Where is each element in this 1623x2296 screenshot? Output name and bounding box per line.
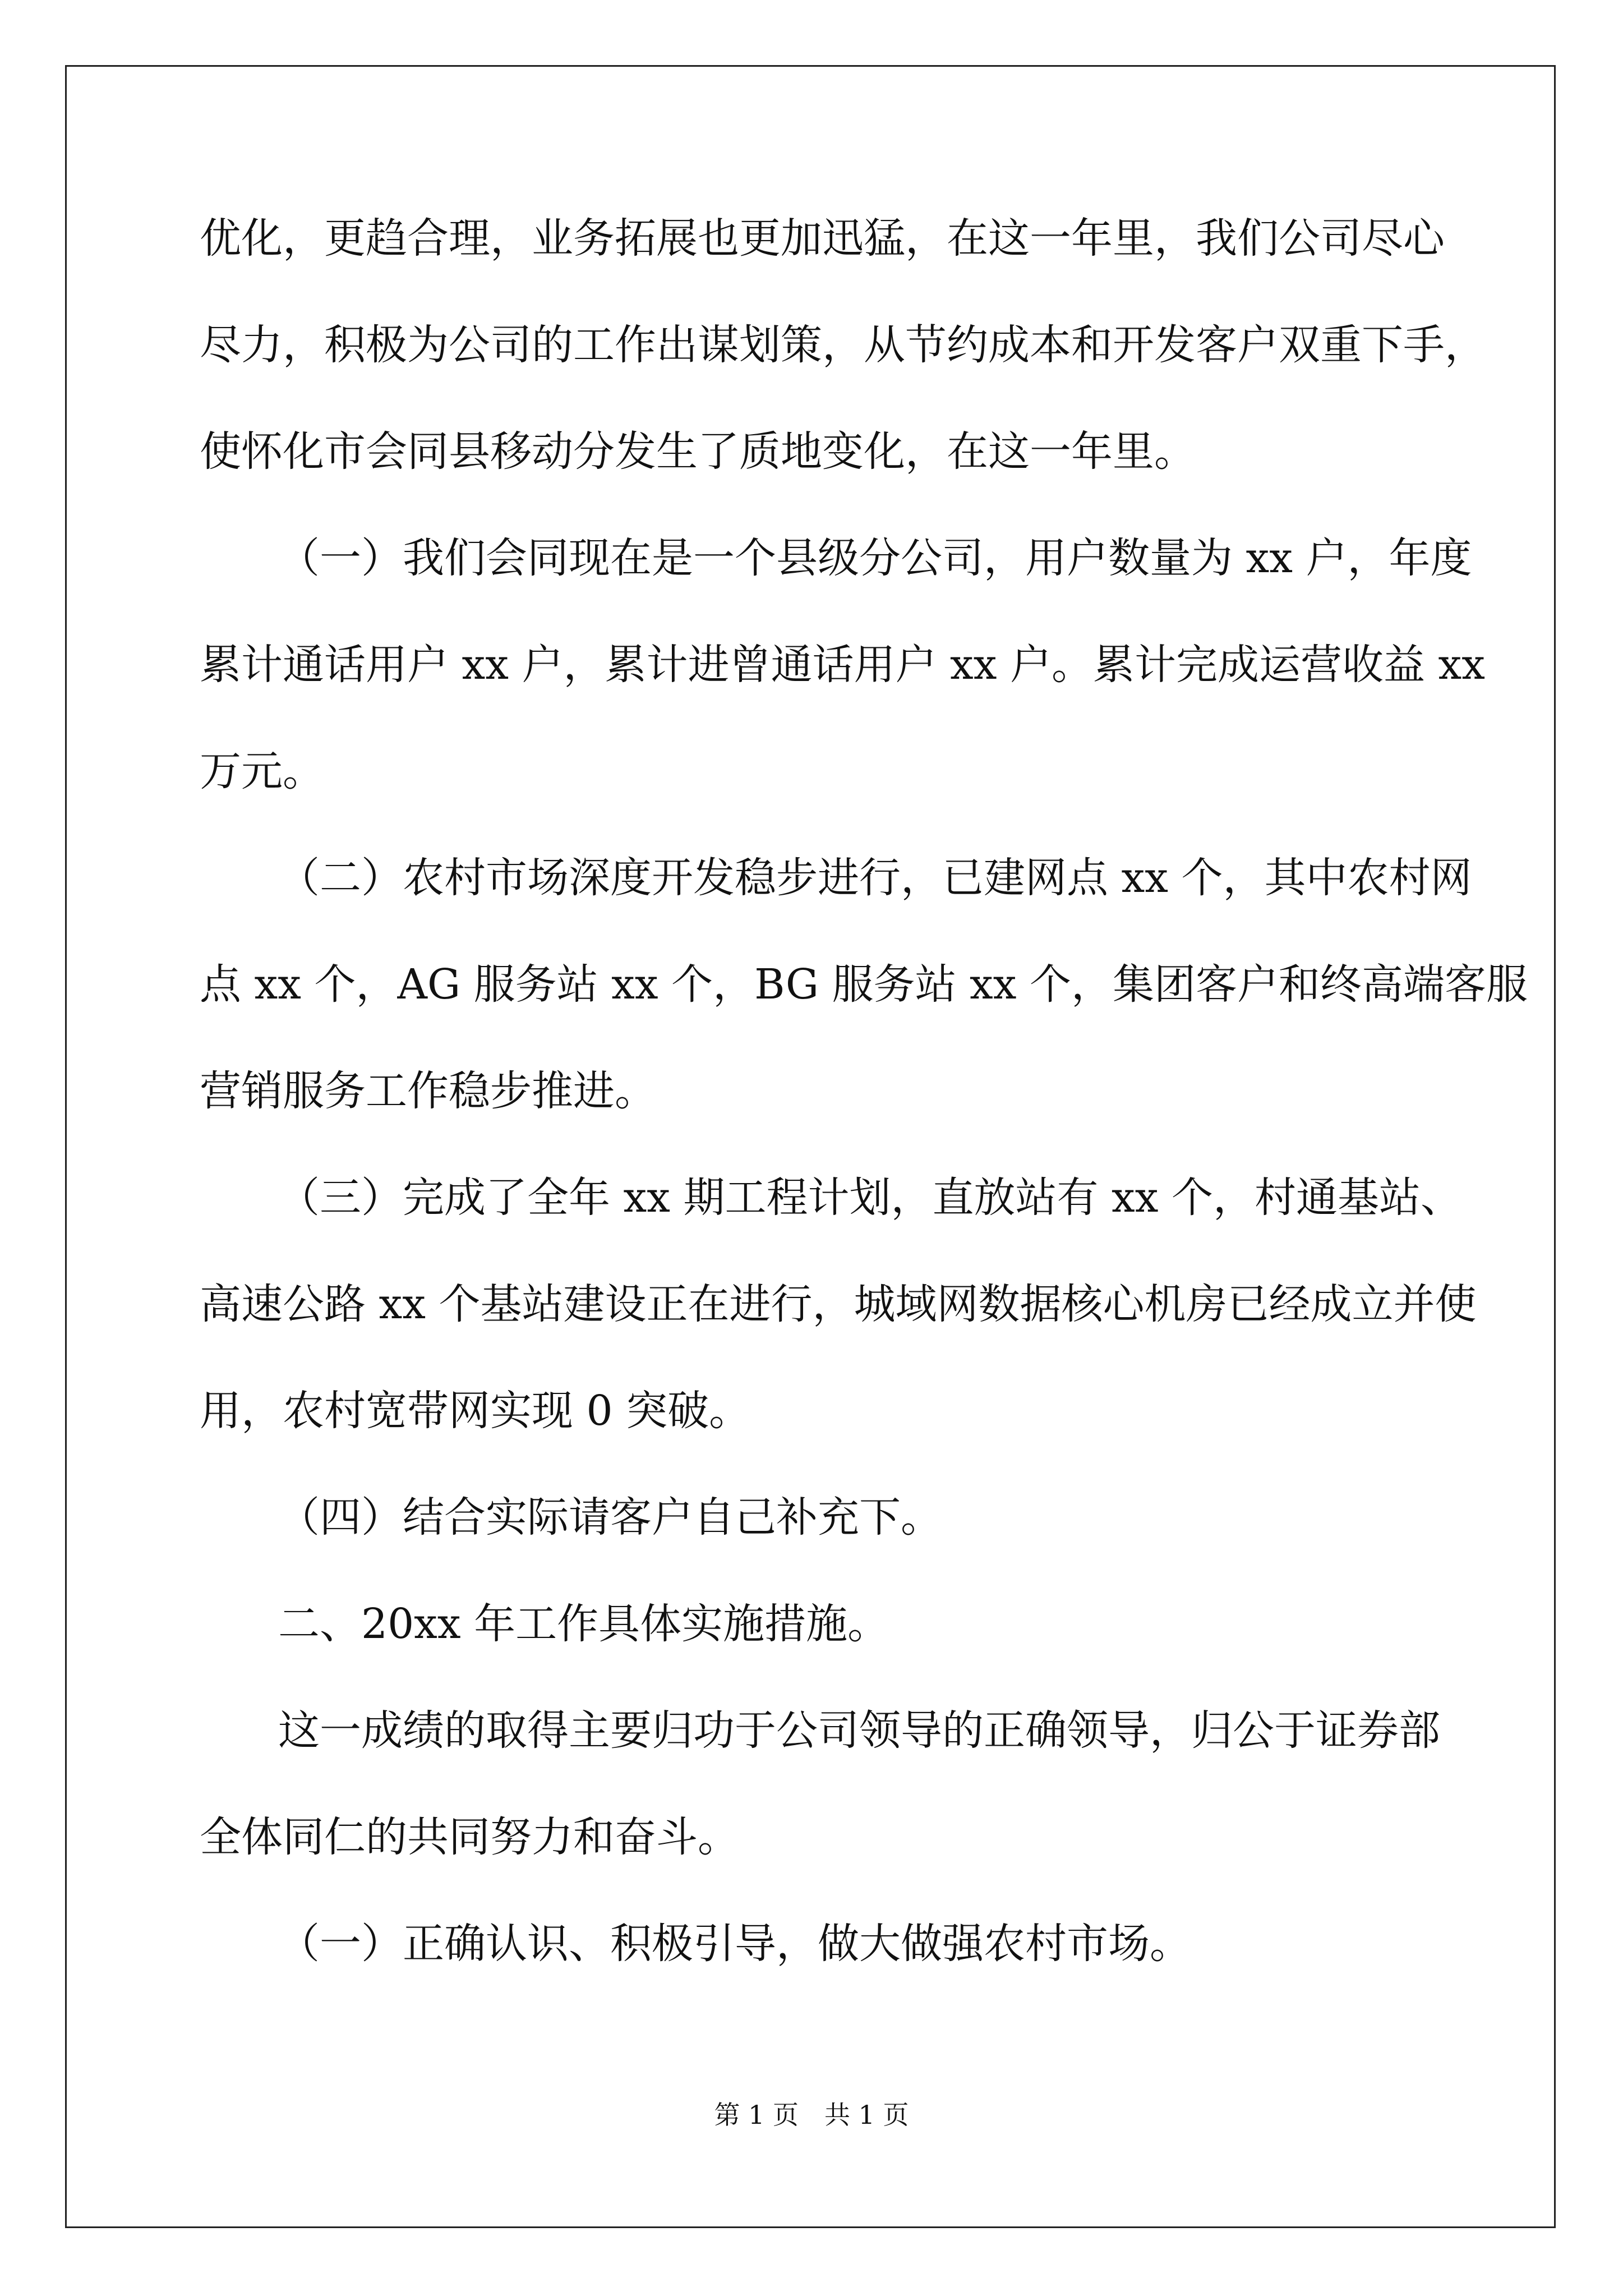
text-line: 累计通话用户 xx 户，累计进曾通话用户 xx 户。累计完成运营收益 xx: [200, 641, 1486, 689]
page-border: [65, 65, 1556, 2228]
text-line: （一）我们会同现在是一个县级分公司，用户数量为 xx 户，年度: [278, 534, 1472, 582]
text-line: 全体同仁的共同努力和奋斗。: [200, 1813, 739, 1861]
text-line: 点 xx 个，AG 服务站 xx 个，BG 服务站 xx 个，集团客户和终高端客服: [200, 960, 1528, 1009]
text-line: 万元。: [200, 747, 324, 795]
text-line: 高速公路 xx 个基站建设正在进行，城域网数据核心机房已经成立并使: [200, 1280, 1477, 1328]
text-line: 尽力，积极为公司的工作出谋划策，从节约成本和开发客户双重下手，: [200, 321, 1486, 369]
text-line: （三）完成了全年 xx 期工程计划，直放站有 xx 个，村通基站、: [278, 1174, 1463, 1222]
text-line: （一）正确认识、积极引导，做大做强农村市场。: [278, 1920, 1191, 1968]
text-line: （四）结合实际请客户自己补充下。: [278, 1493, 942, 1542]
text-line: （二）农村市场深度开发稳步进行，已建网点 xx 个，其中农村网: [278, 854, 1472, 902]
page-number-footer: 第 1 页 共 1 页: [714, 2100, 909, 2130]
text-line: 营销服务工作稳步推进。: [200, 1067, 656, 1115]
text-line: 这一成绩的取得主要归功于公司领导的正确领导，归公于证券部: [278, 1706, 1440, 1755]
text-line: 优化，更趋合理，业务拓展也更加迅猛，在这一年里，我们公司尽心: [200, 214, 1445, 263]
text-line: 使怀化市会同县移动分发生了质地变化，在这一年里。: [200, 427, 1196, 476]
text-line: 二、20xx 年工作具体实施措施。: [278, 1600, 889, 1648]
text-line: 用，农村宽带网实现 0 突破。: [200, 1387, 751, 1435]
